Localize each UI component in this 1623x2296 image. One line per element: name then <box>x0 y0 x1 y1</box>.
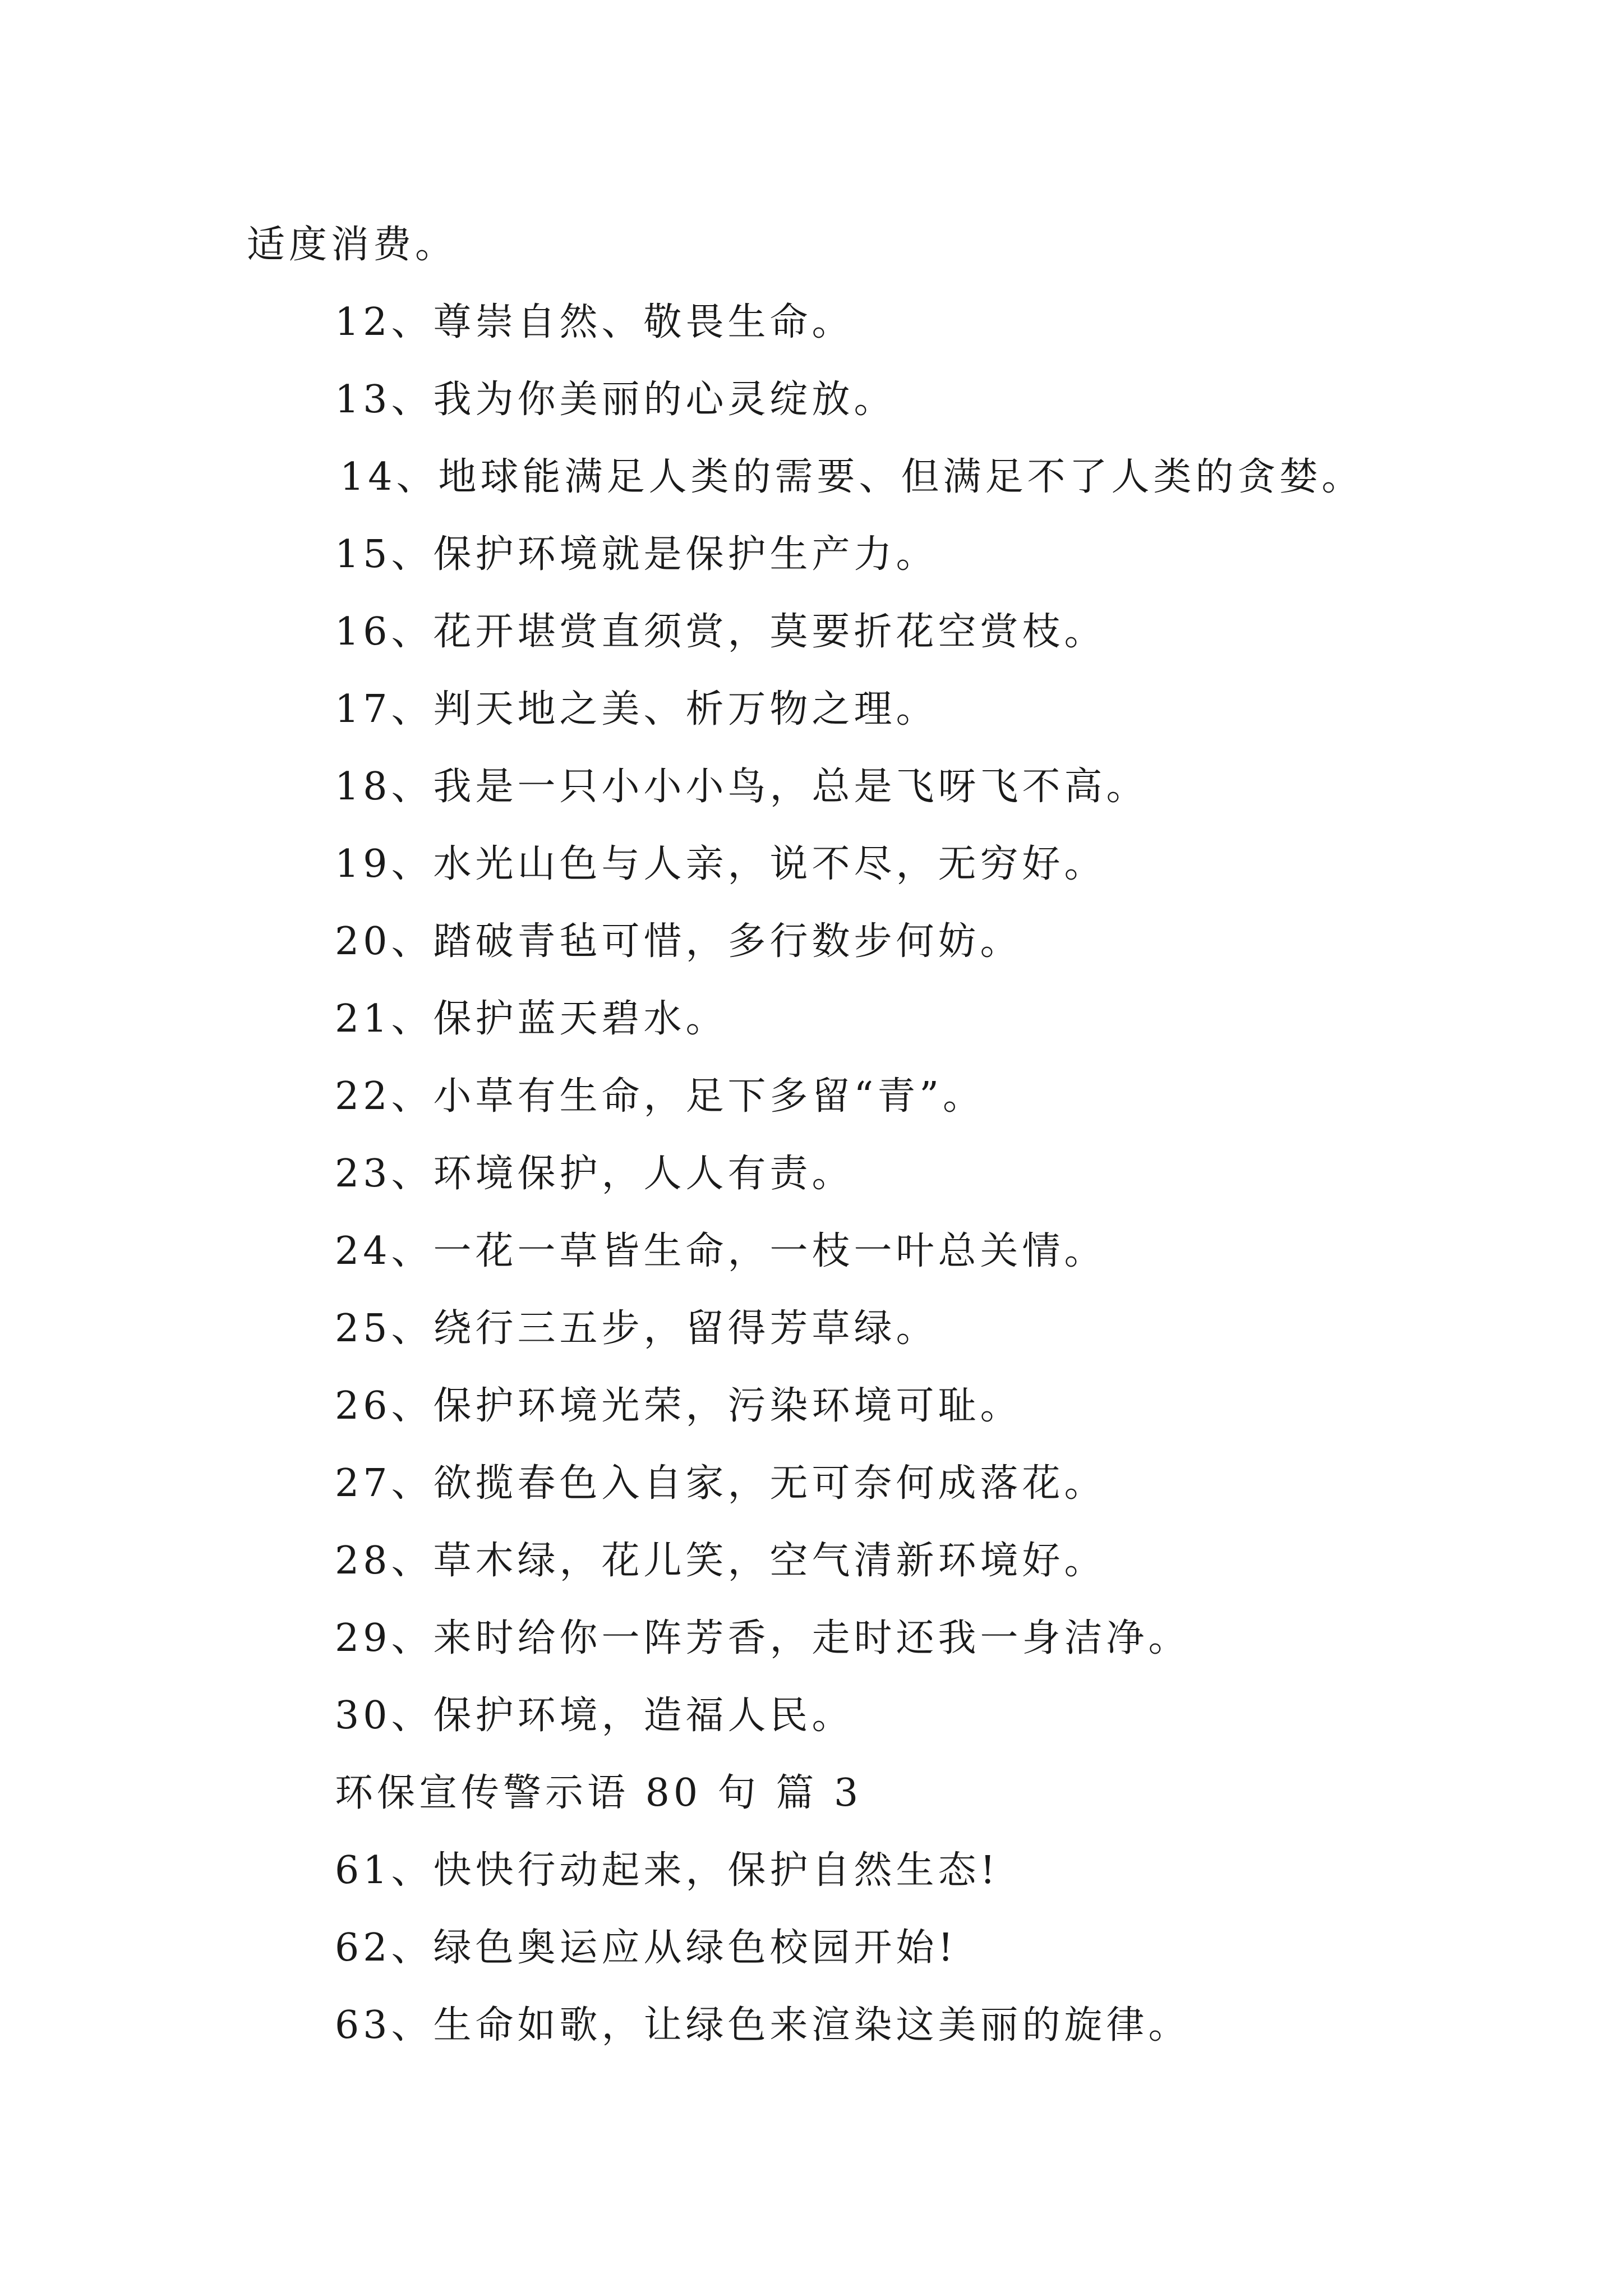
slogan-61: 61、快快行动起来，保护自然生态! <box>335 1848 999 1893</box>
slogan-63: 63、生命如歌，让绿色来渲染这美丽的旋律。 <box>335 2003 1191 2047</box>
slogan-24: 24、一花一草皆生命，一枝一叶总关情。 <box>335 1229 1106 1273</box>
slogan-25: 25、绕行三五步，留得芳草绿。 <box>335 1306 938 1351</box>
slogan-23: 23、环境保护，人人有责。 <box>335 1152 854 1196</box>
slogan-29: 29、来时给你一阵芳香，走时还我一身洁净。 <box>335 1616 1191 1660</box>
slogan-21: 21、保护蓝天碧水。 <box>335 997 728 1041</box>
slogan-13: 13、我为你美丽的心灵绽放。 <box>335 378 896 422</box>
continuation-line: 适度消费。 <box>247 223 458 267</box>
slogan-15: 15、保护环境就是保护生产力。 <box>335 532 938 577</box>
slogan-22: 22、小草有生命，足下多留“青”。 <box>335 1074 985 1119</box>
section-heading: 环保宣传警示语 80 句 篇 3 <box>335 1771 863 1815</box>
slogan-17: 17、判天地之美、析万物之理。 <box>335 687 938 731</box>
slogan-12: 12、尊崇自然、敬畏生命。 <box>335 300 854 344</box>
slogan-19: 19、水光山色与人亲，说不尽，无穷好。 <box>335 842 1106 886</box>
slogan-27: 27、欲揽春色入自家，无可奈何成落花。 <box>335 1461 1106 1506</box>
slogan-14: 14、地球能满足人类的需要、但满足不了人类的贪婪。 <box>340 455 1364 499</box>
slogan-26: 26、保护环境光荣，污染环境可耻。 <box>335 1384 1022 1428</box>
slogan-18: 18、我是一只小小小鸟，总是飞呀飞不高。 <box>335 765 1149 809</box>
slogan-30: 30、保护环境，造福人民。 <box>335 1694 854 1738</box>
document-body <box>0 206 1623 2064</box>
slogan-20: 20、踏破青毡可惜，多行数步何妨。 <box>335 919 1022 964</box>
slogan-62: 62、绿色奥运应从绿色校园开始! <box>335 1926 957 1970</box>
slogan-28: 28、草木绿，花儿笑，空气清新环境好。 <box>335 1539 1106 1583</box>
slogan-16: 16、花开堪赏直须赏，莫要折花空赏枝。 <box>335 610 1106 654</box>
